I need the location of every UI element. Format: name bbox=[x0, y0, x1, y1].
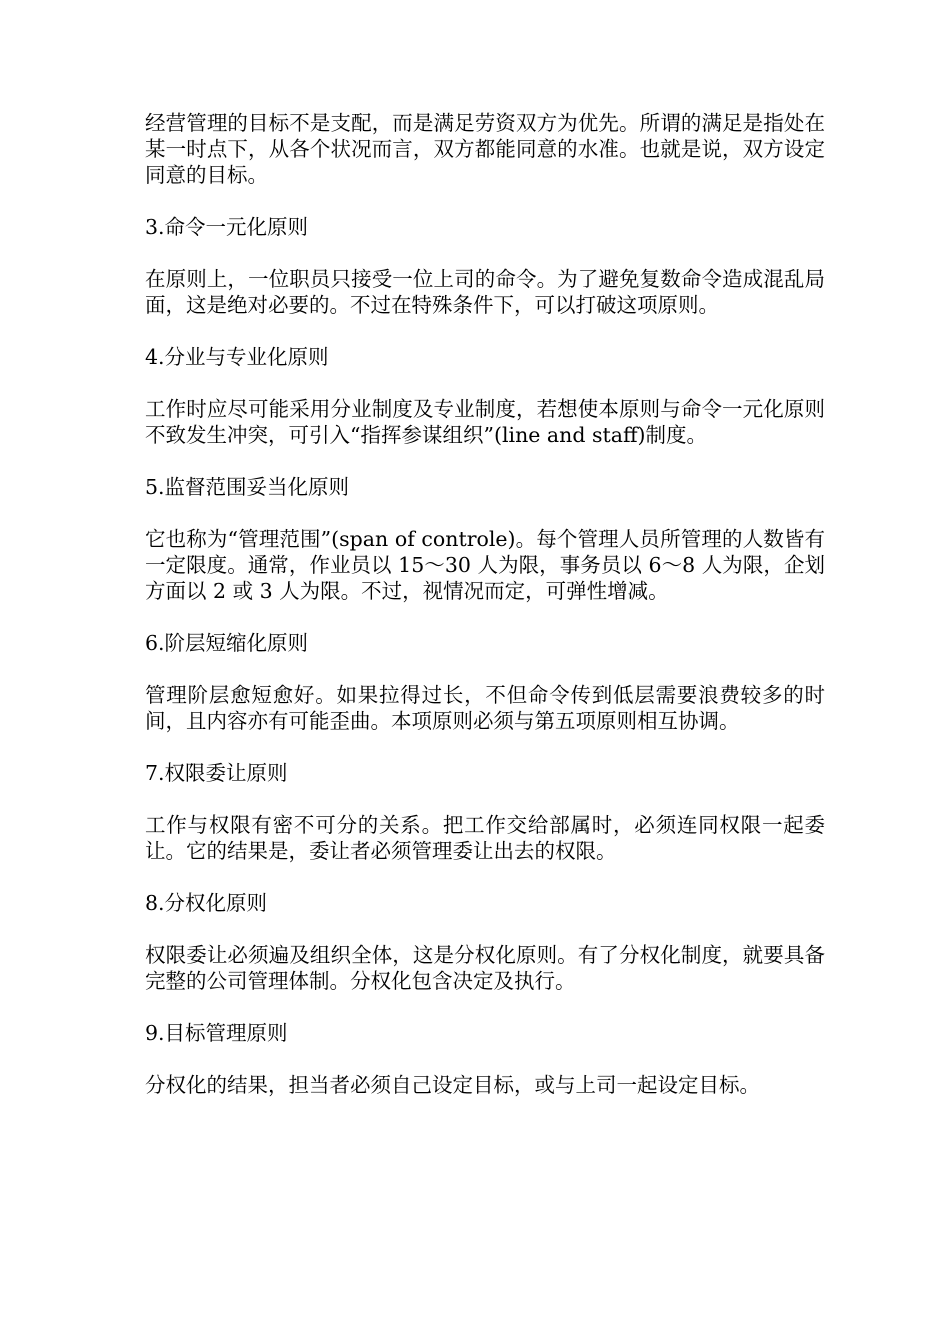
paragraph-principle-7: 工作与权限有密不可分的关系。把工作交给部属时，必须连同权限一起委让。它的结果是，委让者必须管理委让出去的权限。 bbox=[145, 813, 825, 863]
heading-principle-6: 6.阶层短缩化原则 bbox=[145, 631, 309, 655]
heading-principle-4: 4.分业与专业化原则 bbox=[145, 345, 329, 369]
heading-principle-5: 5.监督范围妥当化原则 bbox=[145, 475, 350, 499]
heading-principle-7: 7.权限委让原则 bbox=[145, 761, 288, 785]
paragraph-principle-3: 在原则上，一位职员只接受一位上司的命令。为了避免复数命令造成混乱局面，这是绝对必要的。不过在特殊条件下，可以打破这项原则。 bbox=[145, 267, 825, 317]
heading-principle-3: 3.命令一元化原则 bbox=[145, 215, 309, 239]
heading-principle-9: 9.目标管理原则 bbox=[145, 1021, 288, 1045]
paragraph-principle-5: 它也称为“管理范围”(span of controle)。每个管理人员所管理的人数皆有一定限度。通常，作业员以 15～30 人为限，事务员以 6～8 人为限，企划方面以 2 或 3 人为限。不过，视情况而定，可弹性增减。 bbox=[145, 527, 825, 603]
paragraph-principle-4: 工作时应尽可能采用分业制度及专业制度，若想使本原则与命令一元化原则不致发生冲突，可引入“指挥参谋组织”(line and staff)制度。 bbox=[145, 397, 825, 447]
document-body bbox=[145, 110, 825, 1098]
paragraph-principle-8: 权限委让必须遍及组织全体，这是分权化原则。有了分权化制度，就要具备完整的公司管理体制。分权化包含决定及执行。 bbox=[145, 943, 825, 993]
heading-principle-8: 8.分权化原则 bbox=[145, 891, 268, 915]
paragraph-goal-satisfaction: 经营管理的目标不是支配，而是满足劳资双方为优先。所谓的满足是指处在某一时点下，从各个状况而言，双方都能同意的水准。也就是说，双方设定同意的目标。 bbox=[145, 111, 825, 187]
paragraph-principle-9: 分权化的结果，担当者必须自己设定目标，或与上司一起设定目标。 bbox=[145, 1073, 760, 1097]
paragraph-principle-6: 管理阶层愈短愈好。如果拉得过长，不但命令传到低层需要浪费较多的时间，且内容亦有可能歪曲。本项原则必须与第五项原则相互协调。 bbox=[145, 683, 825, 733]
